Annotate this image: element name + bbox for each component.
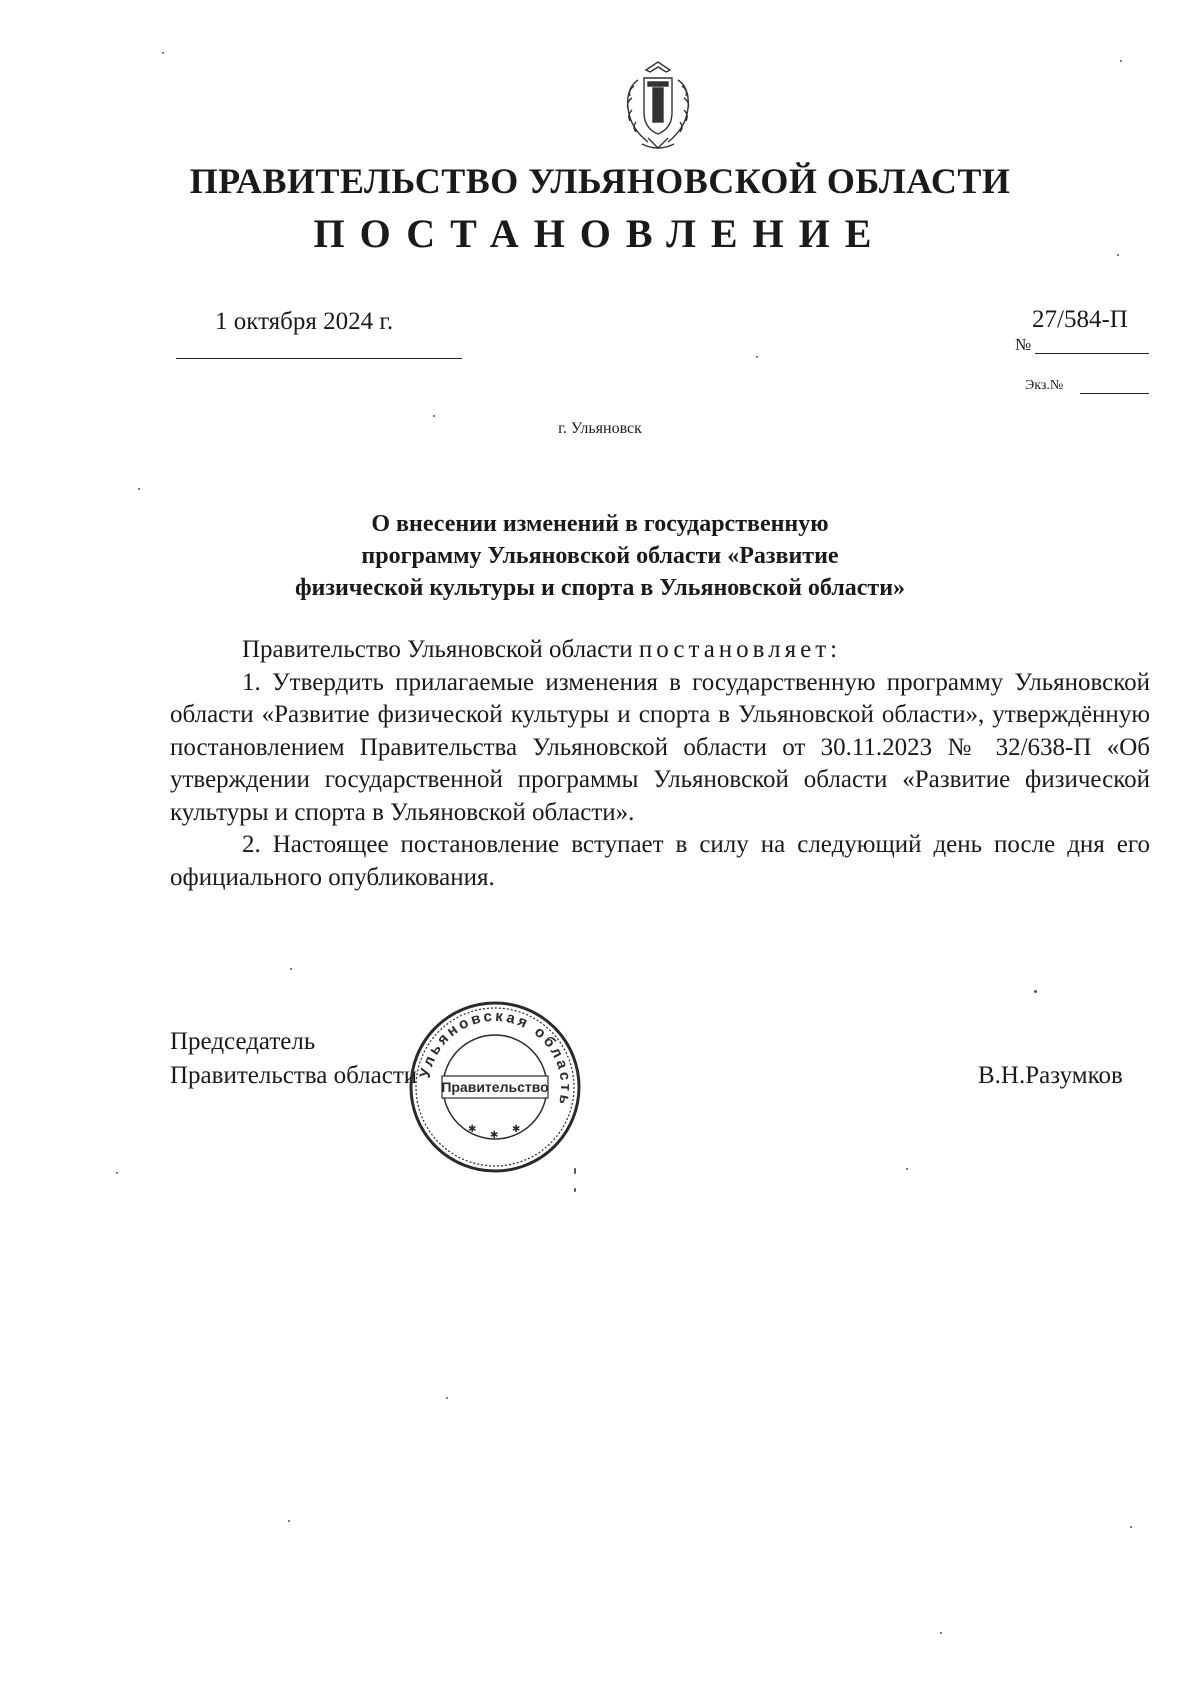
number-sign: № [1015, 335, 1032, 354]
scan-speck [290, 968, 292, 970]
preamble-text: Правительство Ульяновской области [242, 636, 633, 663]
scan-speck [756, 356, 758, 358]
document-type-title: ПОСТАНОВЛЕНИЕ [313, 211, 887, 256]
copy-number-underline [1080, 393, 1149, 394]
official-seal-stamp [408, 1000, 582, 1174]
copy-number-label: Экз.№ [1025, 378, 1064, 393]
seal-center-text: Правительство [441, 1079, 549, 1095]
date-underline [176, 358, 462, 359]
document-body [170, 634, 1150, 894]
scan-speck [574, 1188, 576, 1192]
scan-speck [1034, 990, 1037, 993]
document-number: 27/584-П [1032, 306, 1128, 333]
subject-line: физической культуры и спорта в Ульяновской области» [294, 575, 906, 601]
scan-speck [288, 1520, 290, 1522]
seal-star-icon: ✱ [490, 1130, 499, 1141]
signatory-name: В.Н.Разумков [978, 1062, 1123, 1089]
preamble-paragraph [170, 634, 1150, 667]
scan-speck [1130, 1526, 1132, 1528]
government-title: ПРАВИТЕЛЬСТВО УЛЬЯНОВСКОЙ ОБЛАСТИ [189, 161, 1011, 201]
signatory-title-line-2: Правительства области [170, 1062, 418, 1089]
city-name: г. Ульяновск [558, 420, 642, 437]
subject-line: программу Ульяновской области «Развитие [361, 543, 839, 569]
scan-speck [162, 52, 164, 54]
seal-star-icon: ✱ [468, 1124, 477, 1135]
scan-speck [433, 415, 435, 417]
scan-speck [1120, 60, 1122, 62]
scan-speck [940, 1632, 942, 1634]
paragraph-item-1: 1. Утвердить прилагаемые изменения в государственную программу Ульяновской области «Развитие физической культуры и спорта в Ульяновской области», утверждённую постановлением Правительства Ульяновской области от 30.11.2023 № 32/638-П «Об утверждении государственной программы Ульяновской области «Развитие физической культуры и спорта в Ульяновской области». [170, 668, 1150, 826]
document-subject [0, 508, 1200, 604]
document-date: 1 октября 2024 г. [215, 308, 394, 335]
scan-speck [138, 488, 140, 490]
seal-outer-text: Ульяновская область [416, 1007, 575, 1109]
subject-line: О внесении изменений в государственную [371, 511, 829, 537]
coat-of-arms-icon [608, 58, 708, 158]
scan-speck [116, 1172, 118, 1174]
scan-speck [574, 1168, 576, 1174]
paragraph-item-2: 2. Настоящее постановление вступает в силу на следующий день после дня его официального опубликования. [170, 831, 1150, 891]
scan-speck [906, 1168, 908, 1170]
seal-star-icon: ✱ [512, 1124, 521, 1135]
scan-speck [1117, 254, 1119, 256]
preamble-verb: постановляет: [638, 636, 842, 663]
number-underline [1035, 353, 1149, 354]
scan-speck [446, 1397, 448, 1399]
signatory-title-line-1: Председатель [170, 1028, 316, 1055]
